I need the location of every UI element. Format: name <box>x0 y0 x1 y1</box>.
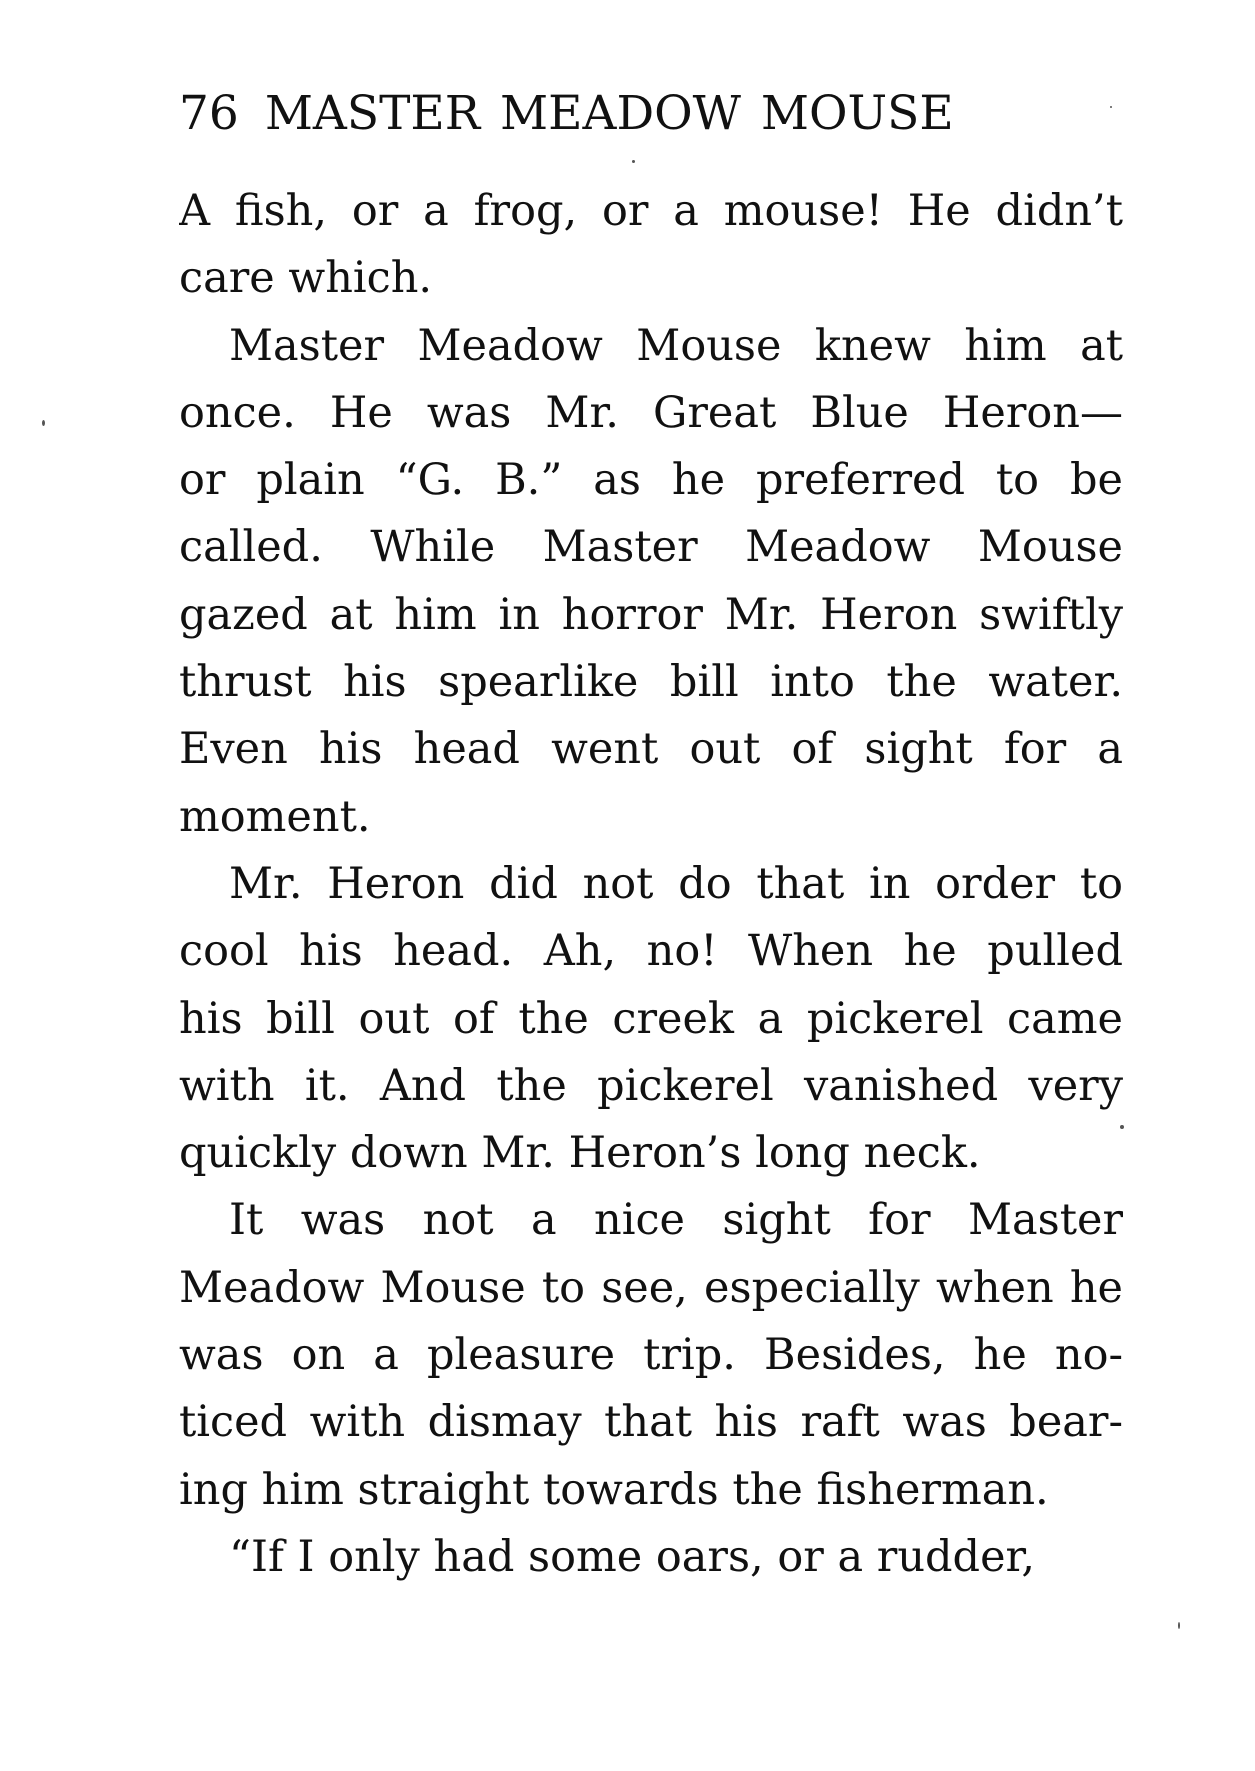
page-number: 76 <box>179 86 239 141</box>
text-line: moment. <box>179 791 371 842</box>
text-line: or plain “G. B.” as he preferred to be <box>179 455 1123 506</box>
scan-speck <box>1178 1622 1180 1629</box>
text-line: his bill out of the creek a pickerel came <box>179 993 1123 1044</box>
text-line: cool his head. Ah, no! When he pulled <box>179 926 1123 977</box>
text-line: ticed with dismay that his raft was bear- <box>179 1397 1123 1448</box>
text-line: with it. And the pickerel vanished very <box>179 1060 1123 1111</box>
paragraph <box>179 1187 1123 1523</box>
text-line: thrust his spearlike bill into the water. <box>179 657 1123 708</box>
paragraph <box>179 178 1123 313</box>
text-line: gazed at him in horror Mr. Heron swiftly <box>179 589 1123 640</box>
paragraph <box>179 851 1123 1187</box>
text-line: Even his head went out of sight for a <box>179 724 1123 775</box>
text-line: A fish, or a frog, or a mouse! He didn’t <box>179 186 1123 236</box>
text-line: quickly down Mr. Heron’s long neck. <box>179 1128 981 1179</box>
text-line: care which. <box>179 253 433 304</box>
scan-speck <box>1110 106 1112 108</box>
text-line: Master Meadow Mouse knew him at <box>229 320 1123 371</box>
paragraph <box>179 1524 1123 1591</box>
text-line: once. He was Mr. Great Blue Heron— <box>179 387 1123 438</box>
text-line: Meadow Mouse to see, especially when he <box>179 1262 1123 1313</box>
text-line: was on a pleasure trip. Besides, he no- <box>179 1330 1123 1381</box>
text-line: ing him straight towards the fisherman. <box>179 1464 1049 1515</box>
scan-speck <box>42 420 45 426</box>
running-head: MASTER MEADOW MOUSE <box>264 86 954 141</box>
paragraph <box>179 313 1123 851</box>
body-text <box>179 178 1123 1591</box>
scan-speck <box>1120 1125 1124 1129</box>
page-header <box>179 86 1029 156</box>
scan-speck <box>632 160 635 163</box>
text-line: Mr. Heron did not do that in order to <box>229 858 1123 909</box>
text-line: called. While Master Meadow Mouse <box>179 522 1123 573</box>
text-line: It was not a nice sight for Master <box>229 1195 1123 1246</box>
text-line: “If I only had some oars, or a rudder, <box>229 1531 1036 1582</box>
